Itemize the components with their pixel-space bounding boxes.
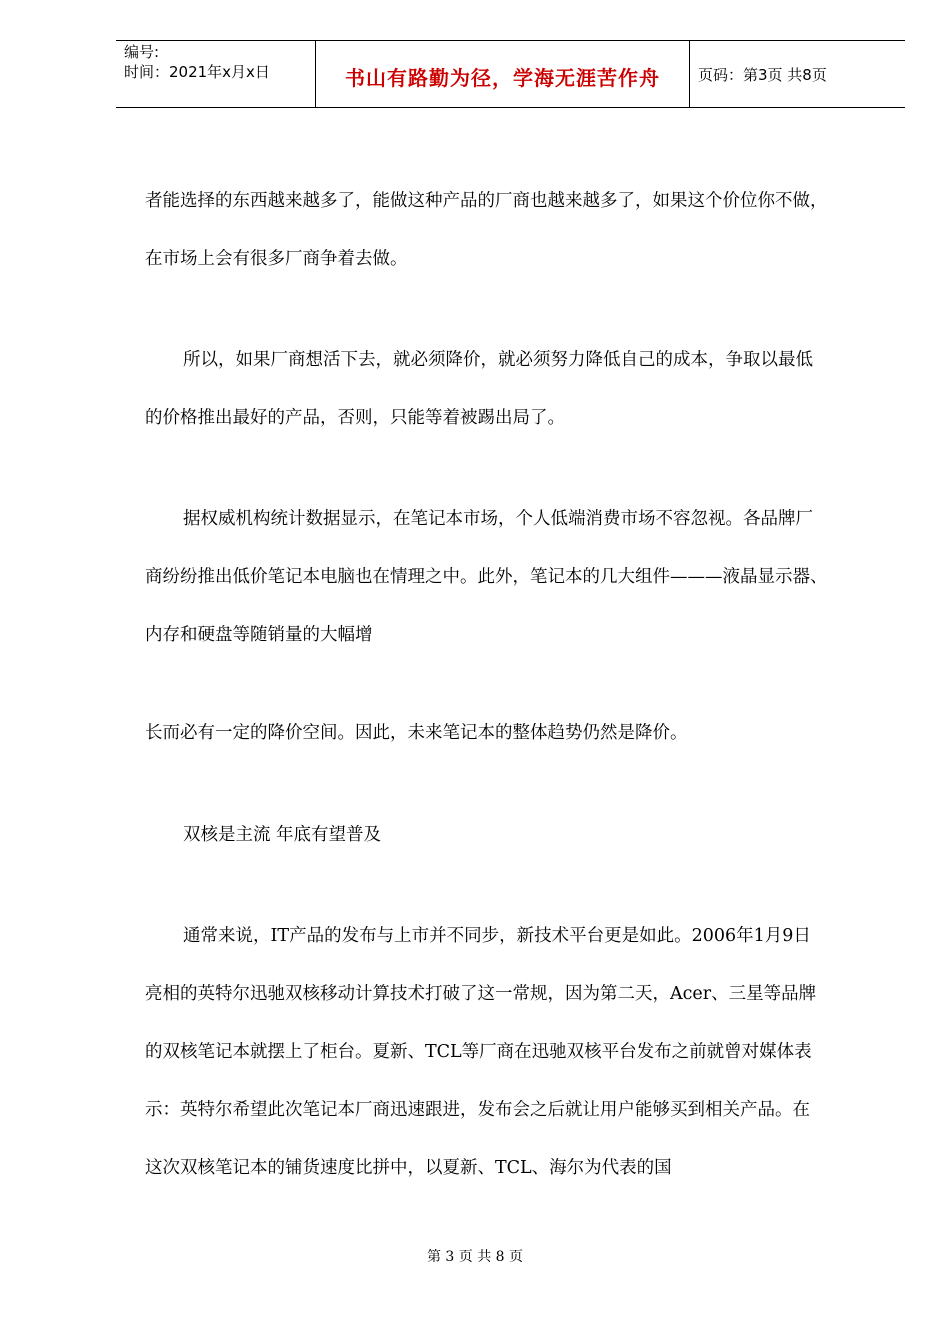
header-bottom-rule	[116, 107, 905, 108]
header-top-rule	[116, 40, 905, 41]
body-line: 通常来说，IT产品的发布与上市并不同步，新技术平台更是如此。2006年1月9日	[183, 926, 811, 946]
body-line: 这次双核笔记本的铺货速度比拼中，以夏新、TCL、海尔为代表的国	[145, 1158, 672, 1178]
body-line: 示：英特尔希望此次笔记本厂商迅速跟进，发布会之后就让用户能够买到相关产品。在	[145, 1100, 810, 1120]
body-line: 所以，如果厂商想活下去，就必须降价，就必须努力降低自己的成本，争取以最低	[183, 350, 813, 370]
time-label: 时间：2021年x月x日	[124, 63, 270, 81]
body-line: 者能选择的东西越来越多了，能做这种产品的厂商也越来越多了，如果这个价位你不做，	[145, 191, 828, 211]
header-page-info: 页码：第3页 共8页	[698, 66, 827, 84]
page-footer: 第 3 页 共 8 页	[426, 1249, 524, 1265]
body-line: 的双核笔记本就摆上了柜台。夏新、TCL等厂商在迅驰双核平台发布之前就曾对媒体表	[145, 1042, 812, 1062]
header-divider-right	[689, 40, 690, 108]
body-line: 亮相的英特尔迅驰双核移动计算技术打破了这一常规，因为第二天，Acer、三星等品牌	[145, 984, 817, 1004]
header-meta	[124, 42, 270, 82]
serial-label: 编号:	[124, 43, 160, 61]
body-line: 商纷纷推出低价笔记本电脑也在情理之中。此外，笔记本的几大组件———液晶显示器、	[145, 567, 828, 587]
body-line: 内存和硬盘等随销量的大幅增	[145, 625, 373, 645]
page-header	[116, 40, 905, 108]
body-line: 的价格推出最好的产品，否则，只能等着被踢出局了。	[145, 408, 565, 428]
body-line: 在市场上会有很多厂商争着去做。	[145, 249, 408, 269]
body-line: 据权威机构统计数据显示，在笔记本市场，个人低端消费市场不容忽视。各品牌厂	[183, 509, 813, 529]
body-line: 长而必有一定的降价空间。因此，未来笔记本的整体趋势仍然是降价。	[145, 723, 688, 743]
section-heading: 双核是主流 年底有望普及	[183, 825, 382, 845]
header-motto: 书山有路勤为径，学海无涯苦作舟	[345, 66, 660, 90]
